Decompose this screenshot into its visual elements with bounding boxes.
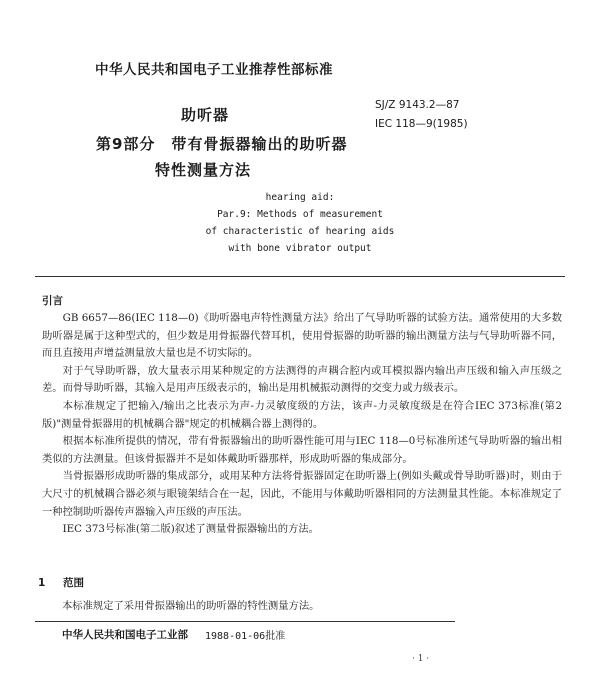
title-en-line1: hearing aid:: [265, 192, 335, 203]
standard-code-sj: SJ/Z 9143.2—87: [375, 99, 460, 111]
section-1-text: 本标准规定了采用骨振器输出的助听器的特性测量方法。: [62, 600, 320, 612]
intro-body: [42, 310, 562, 539]
footer-approved-date: 1988-01-06批准: [205, 631, 286, 642]
intro-paragraph-1: GB 6657—86(IEC 118—0)《助听器电声特性测量方法》给出了气导助听器的试验方法。通常使用的大多数助听器是属于这种型式的，但少数是用骨振器代替耳机，使用骨振器的助听器的输出测量方法与气导助听器不同，而且直接用声增益测量放大量也是不切实际的。: [42, 312, 562, 360]
standard-code-iec: IEC 118—9(1985): [375, 118, 468, 130]
intro-paragraph-6: IEC 373号标准(第二版)叙述了测量骨振器输出的方法。: [62, 523, 319, 536]
section-1-heading: [38, 575, 84, 590]
title-cn-line3: 特性测量方法: [155, 161, 252, 179]
intro-paragraph-3: 本标准规定了把输入/输出之比表示为声-力灵敏度级的方法，该声-力灵敏度级是在符合IEC 373标准(第2版)"测量骨振器用的机械耦合器"规定的机械耦合器上测得的。: [42, 399, 562, 430]
title-cn-line1: 助听器: [181, 106, 230, 124]
intro-heading: 引言: [42, 295, 63, 307]
standard-codes: [375, 96, 468, 134]
section-1-number: 1: [38, 577, 46, 589]
footer-org: 中华人民共和国电子工业部: [62, 629, 188, 641]
page-number: · 1 ·: [412, 654, 430, 664]
title-en-line2: Par.9: Methods of measurement: [217, 209, 383, 220]
footer-rule: [35, 621, 455, 622]
title-en-line4: with bone vibrator output: [228, 243, 372, 254]
header-rule: [35, 276, 565, 277]
section-1-title: 范围: [62, 577, 84, 589]
intro-paragraph-5: 当骨振器形成助听器的集成部分，或用某种方法将骨振器固定在助听器上(例如头戴或骨导助听器)时，则由于大尺寸的机械耦合器必须与眼镜架结合在一起，因此，不能用与体戴助听器相同的方法测量其性能。本标准规定了一种控制助听器传声器输入声压级的声压法。: [42, 470, 562, 518]
intro-paragraph-2: 对于气导助听器，放大量表示用某种规定的方法测得的声耦合腔内或耳模拟器内输出声压级和输入声压级之差。而骨导助听器，其输入是用声压级表示的，输出是用机械振动测得的交变力或力级表示。: [42, 364, 562, 395]
title-cn-line2: 第9部分 带有骨振器输出的助听器: [96, 135, 348, 153]
standard-org-header: 中华人民共和国电子工业推荐性部标准: [95, 62, 333, 78]
intro-paragraph-4: 根据本标准所提供的情况，带有骨振器输出的助听器性能可用与IEC 118—0号标准所述气导助听器的输出相类似的方法测量。但该骨振器并不是如体戴助听器那样，形成助听器的集成部分。: [42, 435, 562, 465]
title-en-line3: of characteristic of hearing aids: [205, 226, 395, 237]
